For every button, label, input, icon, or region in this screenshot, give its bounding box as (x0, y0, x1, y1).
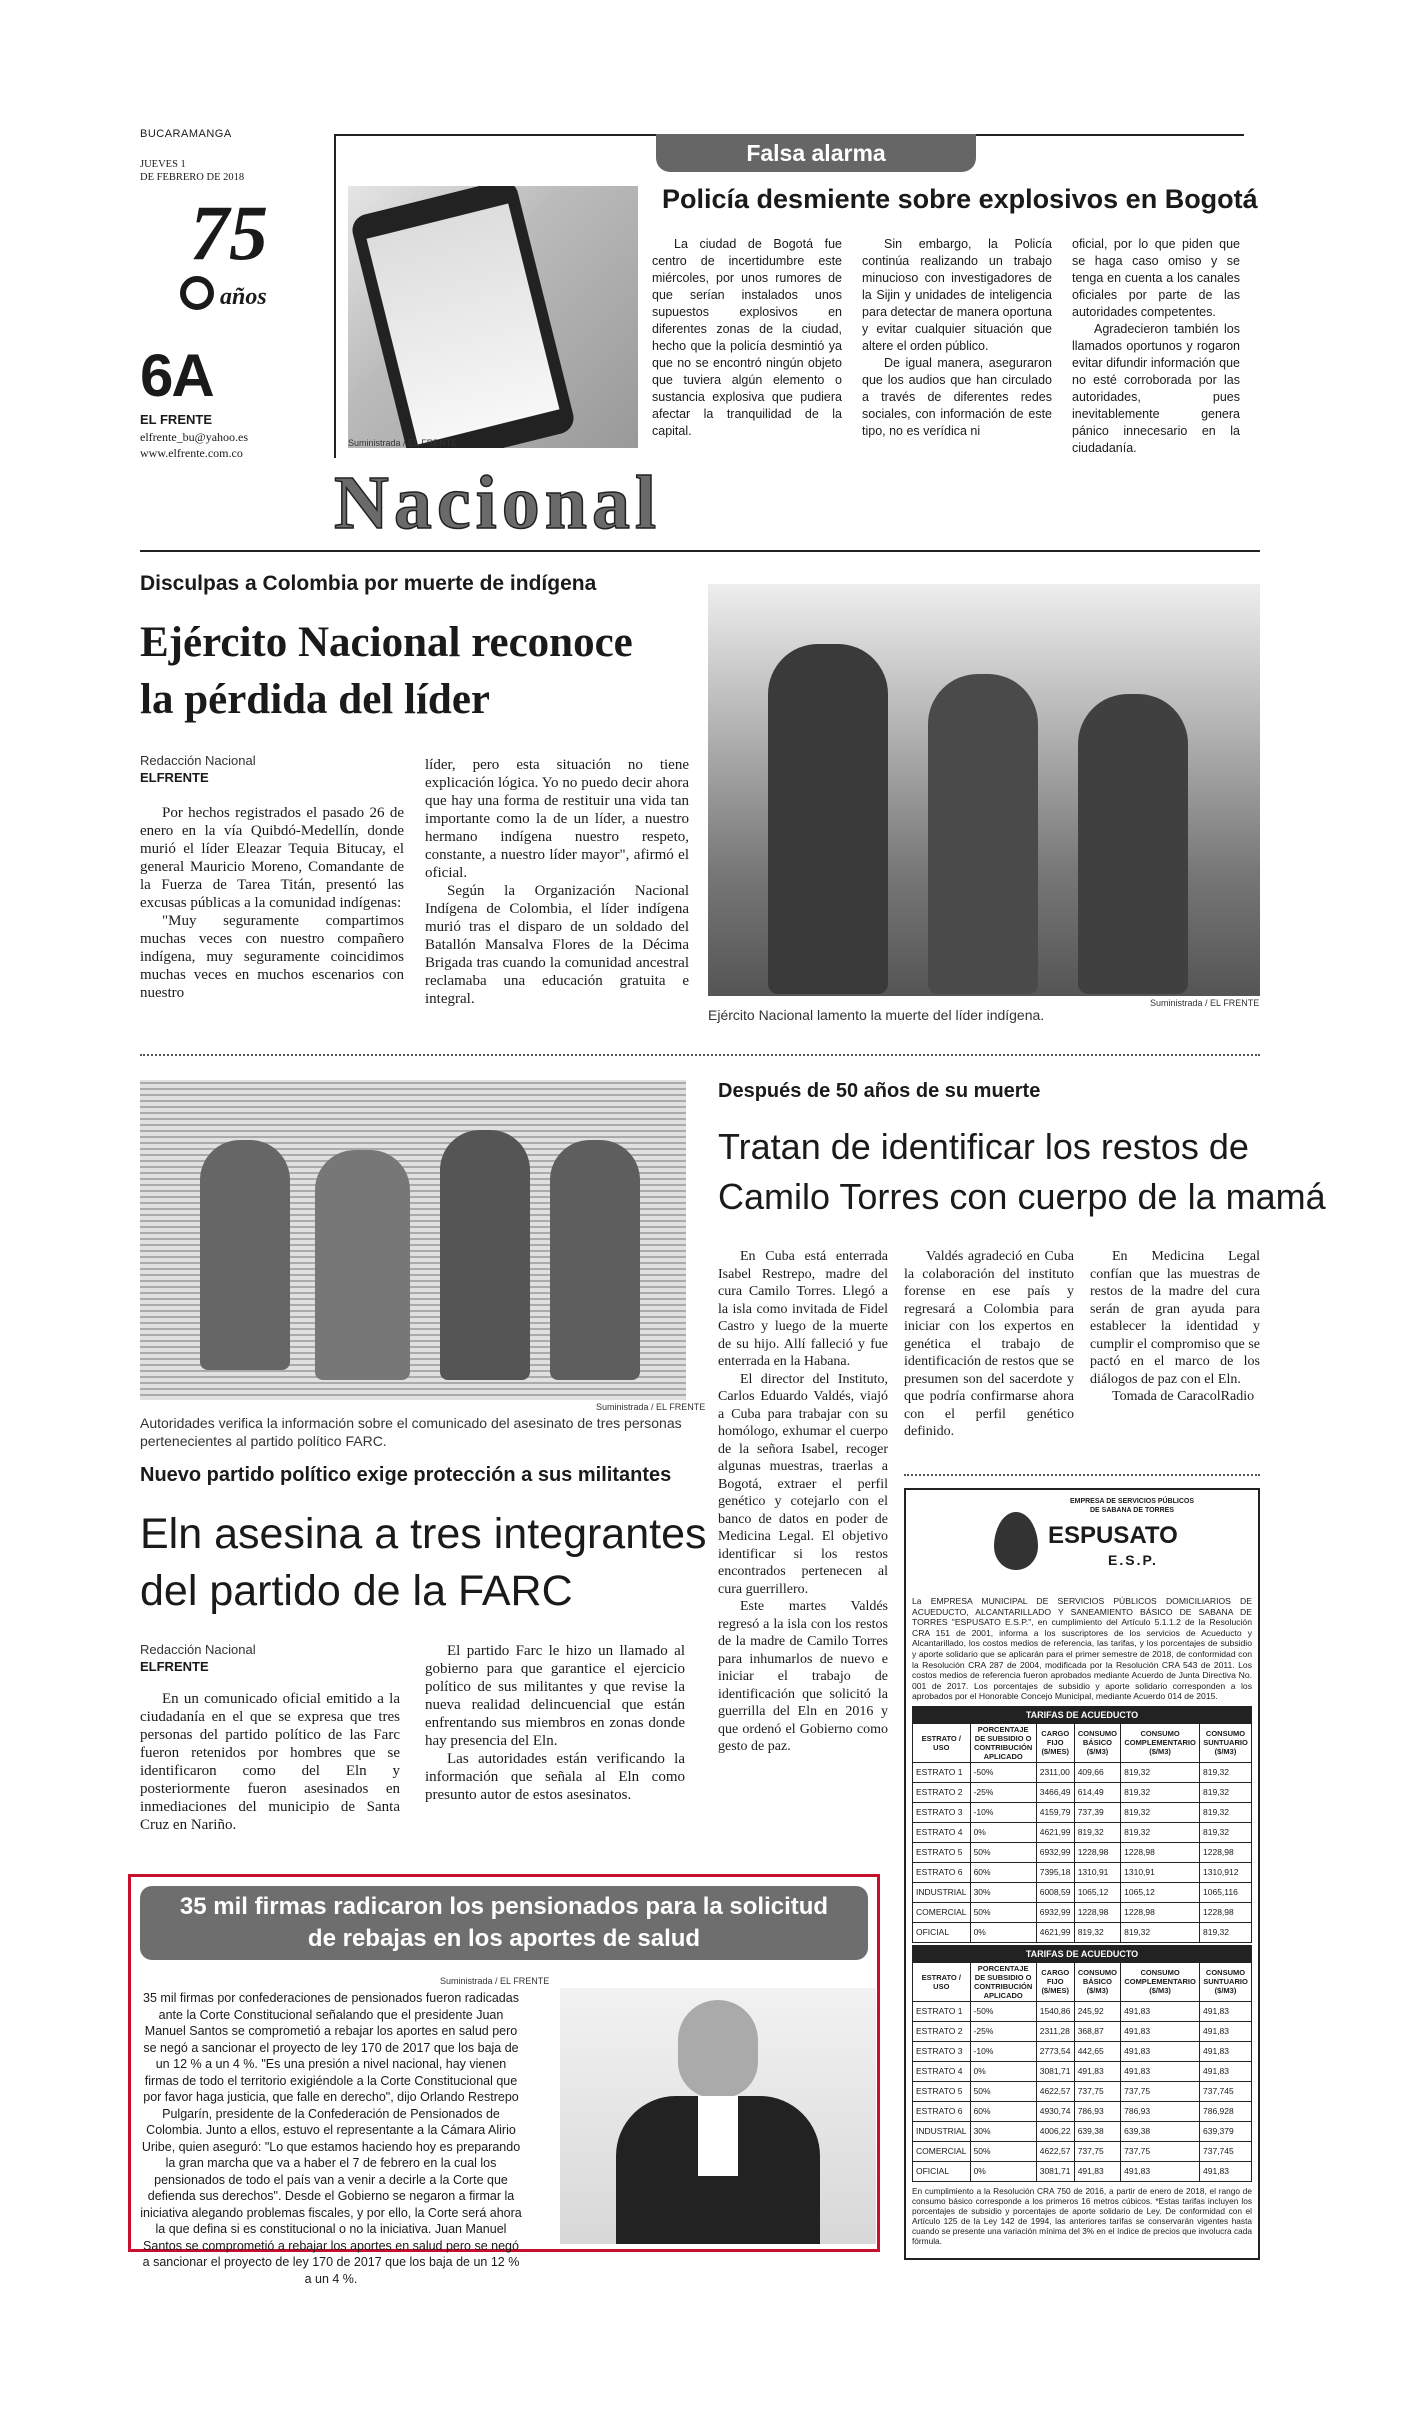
tariff-cell: 614,49 (1074, 1782, 1120, 1802)
tariff-cell: 1310,91 (1074, 1862, 1120, 1882)
col-header: CONSUMO SUNTUARIO ($/M3) (1200, 1723, 1252, 1762)
story1-photo-caption: Ejército Nacional lamento la muerte del líder indígena. (708, 1007, 1045, 1023)
tariff-cell: COMERCIAL (913, 2141, 971, 2161)
story1-headline (140, 614, 633, 728)
tariff-cell: 819,32 (1200, 1922, 1252, 1942)
tariff-cell: OFICIAL (913, 2161, 971, 2181)
tariff-cell: 491,83 (1200, 2021, 1252, 2041)
tariff-cell: -10% (970, 2041, 1036, 2061)
story1-soldiers-photo (708, 584, 1260, 996)
story1-kicker: Disculpas a Colombia por muerte de indígena (140, 572, 597, 595)
tariff-cell: ESTRATO 4 (913, 2061, 971, 2081)
tariff-cell: -50% (970, 2001, 1036, 2021)
tariff-cell: 50% (970, 1842, 1036, 1862)
story1-column-1 (140, 804, 404, 1002)
date-label (140, 158, 244, 184)
col-header: CONSUMO BÁSICO ($/M3) (1074, 1723, 1120, 1762)
story1-source: ELFRENTE (140, 770, 209, 785)
story3-paragraph: En Medicina Legal confían que las muestras de restos de la madre del cura serán de gran ayuda para establecer la identidad y cumplir el compromiso que se pactó en el marco de los diálogos de paz con el Eln. (1090, 1249, 1260, 1387)
tariff-cell: 368,87 (1074, 2021, 1120, 2041)
tariff-cell: ESTRATO 2 (913, 1782, 971, 1802)
tariff-cell: ESTRATO 3 (913, 2041, 971, 2061)
tariff-cell: 4621,99 (1036, 1922, 1074, 1942)
tariff-row (913, 2081, 1252, 2101)
dotted-divider (904, 1474, 1260, 1476)
col-header: CONSUMO COMPLEMENTARIO ($/M3) (1121, 1962, 1200, 2001)
phone-icon (349, 186, 577, 448)
teaser-column-1 (652, 236, 842, 440)
tariff-cell: 0% (970, 1922, 1036, 1942)
dotted-divider (140, 1054, 1260, 1056)
tariff-row (913, 1902, 1252, 1922)
tariff-cell: 819,32 (1074, 1822, 1120, 1842)
ad-brand: ESPUSATO (1048, 1522, 1178, 1549)
story2-headline (140, 1506, 707, 1620)
tariff-cell: 819,32 (1121, 1802, 1200, 1822)
col-header: PORCENTAJE DE SUBSIDIO O CONTRIBUCIÓN APLICADO (970, 1962, 1036, 2001)
story2-photo-credit: Suministrada / EL FRENTE (596, 1402, 706, 1412)
tariff-row (913, 1882, 1252, 1902)
tariff-row (913, 2001, 1252, 2021)
ad-top-line-1: EMPRESA DE SERVICIOS PÚBLICOS (1069, 1498, 1195, 1505)
story2-headline-line1: Eln asesina a tres integrantes (140, 1510, 707, 1558)
story1-headline-line2: la pérdida del líder (140, 676, 490, 723)
tariff-cell: INDUSTRIAL (913, 1882, 971, 1902)
tariff-row (913, 2061, 1252, 2081)
tariff-row (913, 2101, 1252, 2121)
story2-paragraph: Las autoridades están verificando la información que señala al Eln como presunto autor de estos asesinatos. (425, 1751, 685, 1803)
anniversary-logo (180, 189, 290, 328)
story3-paragraph: Este martes Valdés regresó a la isla con los restos de la madre de Camilo Torres para inhumarlos de nuevo e iniciar el trabajo de identificación que solicitó la guerrilla del Eln en 2016 y que ordenó el Gobierno como gesto de paz. (718, 1599, 888, 1754)
tariff-cell: 491,83 (1121, 2161, 1200, 2181)
story1-headline-line1: Ejército Nacional reconoce (140, 619, 633, 666)
story1-paragraph: Por hechos registrados el pasado 26 de enero en la vía Quibdó-Medellín, donde murió el líder Eleazar Tequia Bitucay, el general Mauricio Moreno, Comandante de la Fuerza de Tarea Titán, presentó las excusas públicas a la comunidad indígenas: (140, 805, 404, 911)
tariff-cell: -10% (970, 1802, 1036, 1822)
tariff-cell: 819,32 (1200, 1782, 1252, 1802)
tariff-cell: ESTRATO 5 (913, 1842, 971, 1862)
tariff-cell: 737,75 (1074, 2141, 1120, 2161)
tariff-cell: 1228,98 (1074, 1842, 1120, 1862)
tariff-cell: 4621,99 (1036, 1822, 1074, 1842)
tariff-cell: 4622,57 (1036, 2141, 1074, 2161)
story3-kicker: Después de 50 años de su muerte (718, 1080, 1041, 1102)
teaser-paragraph: La ciudad de Bogotá fue centro de incertidumbre este miércoles, por unos rumores de que serían instalados unos supuestos explosivos en diferentes zonas de la ciudad, hecho que la policía desmintió ya que no se encontró ningún objeto que tuviera algún elemento o sustancia explosiva que pudiera afectar la tranquilidad de la capital. (652, 237, 842, 438)
combatant-figure (550, 1140, 640, 1380)
story4-headline-line2: de rebajas en los aportes de salud (307, 1925, 701, 1952)
paper-name: EL FRENTE (140, 412, 212, 427)
tariff-cell: 50% (970, 1902, 1036, 1922)
tariff-cell: 6932,99 (1036, 1902, 1074, 1922)
tariff-cell: 7395,18 (1036, 1862, 1074, 1882)
tariff-table-header (913, 1723, 1252, 1762)
story1-paragraph: "Muy seguramente compartimos muchas veces con nuestro compañero indígena, muy seguramente coincidimos muchas veces en muchos escenarios con nuestro (140, 913, 404, 1001)
tariff-cell: 1065,12 (1121, 1882, 1200, 1902)
combatant-figure (440, 1130, 530, 1380)
tariff-cell: -25% (970, 1782, 1036, 1802)
tariff-cell: 0% (970, 2161, 1036, 2181)
tariff-cell: 737,745 (1200, 2081, 1252, 2101)
tariff-cell: ESTRATO 1 (913, 2001, 971, 2021)
tariff-cell: 737,75 (1074, 2081, 1120, 2101)
tariff-cell: 6008,59 (1036, 1882, 1074, 1902)
tariff-cell: 1228,98 (1200, 1902, 1252, 1922)
tariff-cell: 2311,00 (1036, 1762, 1074, 1782)
tariff-cell: INDUSTRIAL (913, 2121, 971, 2141)
tariff-cell: 1228,98 (1121, 1842, 1200, 1862)
teaser-column-2 (862, 236, 1052, 440)
tariff-cell: 3466,49 (1036, 1782, 1074, 1802)
tariff-cell: 491,83 (1074, 2161, 1120, 2181)
tariff-table-2-title: TARIFAS DE ACUEDUCTO (913, 1945, 1252, 1962)
col-header: CARGO FIJO ($/MES) (1036, 1723, 1074, 1762)
water-drop-icon (994, 1512, 1038, 1570)
tariff-cell: 786,928 (1200, 2101, 1252, 2121)
tariff-row (913, 1802, 1252, 1822)
tariff-cell: 491,83 (1121, 2001, 1200, 2021)
tariff-cell: ESTRATO 4 (913, 1822, 971, 1842)
tariff-cell: 4159,79 (1036, 1802, 1074, 1822)
soldier-figure (1078, 694, 1188, 994)
story2-farc-photo (140, 1080, 686, 1400)
story2-kicker: Nuevo partido político exige protección a sus militantes (140, 1464, 672, 1486)
tariff-cell: 1310,91 (1121, 1862, 1200, 1882)
tariff-cell: 819,32 (1200, 1822, 1252, 1842)
tariff-cell: 245,92 (1074, 2001, 1120, 2021)
tariff-cell: ESTRATO 1 (913, 1762, 971, 1782)
story2-byline: Redacción Nacional (140, 1642, 256, 1657)
tariff-cell: 819,32 (1121, 1762, 1200, 1782)
ad-footer: En cumplimiento a la Resolución CRA 750 de 2016, a partir de enero de 2018, el rango de consumo básico corresponde a los primeros 16 metros cúbicos. *Estas tarifas incluyen los porcentajes de subsidio y porcentajes de aporte solidario de Ley. De conformidad con el Artículo 125 de la Ley 142 de 1994, las anteriores tarifas se conservarán vigentes hasta cuando se presente una variación mínima del 3% en el índice de precios que involucra cada fórmula. (912, 2185, 1252, 2246)
story3-column-2 (904, 1248, 1074, 1441)
teaser-headline: Policía desmiente sobre explosivos en Bogotá (662, 184, 1258, 214)
soldier-figure (768, 644, 888, 994)
tariff-cell: 639,38 (1074, 2121, 1120, 2141)
teaser-paragraph: Sin embargo, la Policía continúa realizando un trabajo minucioso con investigadores de la Sijin y unidades de inteligencia para detectar de manera oportuna y evitar cualquier situación que altere el orden público. (862, 237, 1052, 353)
col-header: CARGO FIJO ($/MES) (1036, 1962, 1074, 2001)
story3-column-1 (718, 1248, 888, 1756)
story4-president-photo (560, 1988, 876, 2244)
tariff-cell: 442,65 (1074, 2041, 1120, 2061)
tariff-cell: -25% (970, 2021, 1036, 2041)
story1-paragraph: Según la Organización Nacional Indígena de Colombia, el líder indígena murió tras el disparo de un soldado del Batallón Mansalva Flores de la Décima Brigada tras cuando la comunidad ancestral reclamaba una educación gratuita e integral. (425, 883, 689, 1007)
tariff-cell: 4622,57 (1036, 2081, 1074, 2101)
story3-column-3 (1090, 1248, 1260, 1406)
tariff-row (913, 1762, 1252, 1782)
tariff-cell: 60% (970, 2101, 1036, 2121)
story1-photo-credit: Suministrada / EL FRENTE (1150, 998, 1260, 1008)
combatant-figure (200, 1140, 290, 1370)
tariff-cell: ESTRATO 3 (913, 1802, 971, 1822)
story3-paragraph: El director del Instituto, Carlos Eduardo Valdés, viajó a Cuba para trabajar con su homólogo, exhumar el cuerpo de la señora Isabel, recoger algunas muestras, traerlas a Bogotá, extraer el perfil genético y cotejarlo con el banco de datos en poder de Medicina Legal. El objetivo identificar si los restos encontrados pertenecen al cura guerrillero. (718, 1371, 888, 1597)
tariff-cell: 1540,86 (1036, 2001, 1074, 2021)
contact-email[interactable]: elfrente_bu@yahoo.es (140, 430, 249, 444)
tariff-cell: OFICIAL (913, 1922, 971, 1942)
tariff-cell: 491,83 (1200, 2041, 1252, 2061)
tariff-cell: 491,83 (1200, 2161, 1252, 2181)
tariff-cell: 30% (970, 1882, 1036, 1902)
tariff-table-2-body (913, 2001, 1252, 2181)
story4-body (138, 1990, 524, 2287)
tariff-table-1-title: TARIFAS DE ACUEDUCTO (913, 1706, 1252, 1723)
tariff-cell: 1228,98 (1074, 1902, 1120, 1922)
tariff-cell: 737,39 (1074, 1802, 1120, 1822)
tariff-cell: 50% (970, 2141, 1036, 2161)
section-rule (140, 550, 1260, 552)
date-line-2: DE FEBRERO DE 2018 (140, 172, 245, 183)
teaser-column-3 (1072, 236, 1240, 457)
section-title: Nacional (334, 461, 662, 545)
tariff-cell: ESTRATO 6 (913, 1862, 971, 1882)
story3-paragraph: En Cuba está enterrada Isabel Restrepo, madre del cura Camilo Torres. Llegó a la isla como invitada de Fidel Castro y luego de la muerte de su hijo. Allí falleció y fue enterrada en la Habana. (718, 1249, 888, 1369)
anniversary-ring-icon (180, 276, 214, 310)
tariff-table-1-body (913, 1762, 1252, 1942)
story1-paragraph: líder, pero esta situación no tiene explicación lógica. Yo no puedo decir ahora que hay una forma de restituir una vida tan importante como la de un líder, a nuestro hermano indígena nuestro respeto, constante, a nuestro líder mayor", afirmó el oficial. (425, 757, 689, 881)
page-number: 6A (140, 342, 213, 409)
anniversary-number: 75 (190, 189, 268, 276)
tariff-cell: 491,83 (1121, 2021, 1200, 2041)
date-line-1: JUEVES 1 (140, 159, 186, 170)
tariff-cell: 0% (970, 1822, 1036, 1842)
tariff-cell: 6932,99 (1036, 1842, 1074, 1862)
tariff-cell: 4006,22 (1036, 2121, 1074, 2141)
story3-paragraph: Valdés agradeció en Cuba la colaboración del instituto forense en ese país y regresará a Colombia para iniciar con los expertos en genética el trabajo de identificación de restos que se presumen son del sacerdote y que podría confirmarse ahora con el perfil genético definido. (904, 1249, 1074, 1439)
tariff-cell: COMERCIAL (913, 1902, 971, 1922)
tariff-table-header (913, 1962, 1252, 2001)
tariff-cell: 1228,98 (1121, 1902, 1200, 1922)
tariff-cell: 409,66 (1074, 1762, 1120, 1782)
tariff-cell: 491,83 (1074, 2061, 1120, 2081)
soldier-figure (928, 674, 1038, 994)
tariff-cell: 639,379 (1200, 2121, 1252, 2141)
ad-brand-sub: E.S.P. (1108, 1552, 1158, 1568)
tariff-cell: ESTRATO 6 (913, 2101, 971, 2121)
tariff-row (913, 2041, 1252, 2061)
city-label: BUCARAMANGA (140, 128, 232, 140)
tariff-cell: 1065,12 (1074, 1882, 1120, 1902)
phone-screen (367, 203, 560, 444)
teaser-paragraph: De igual manera, aseguraron que los audios que han circulado a través de diferentes redes sociales, con información de este tipo, no es verídica ni (862, 356, 1052, 438)
combatant-figure (315, 1150, 410, 1380)
person-shirt (698, 2096, 738, 2176)
tariff-cell: 819,32 (1200, 1802, 1252, 1822)
tariff-cell: 737,75 (1121, 2141, 1200, 2161)
tariff-cell: 786,93 (1121, 2101, 1200, 2121)
tariff-cell: 491,83 (1121, 2041, 1200, 2061)
story3-headline-line1: Tratan de identificar los restos de (718, 1126, 1249, 1167)
tariff-cell: 491,83 (1200, 2001, 1252, 2021)
story4-headline-banner (140, 1886, 868, 1960)
tariff-cell: 4930,74 (1036, 2101, 1074, 2121)
tariff-cell: 819,32 (1121, 1922, 1200, 1942)
story2-column-1 (140, 1690, 400, 1834)
contact-website[interactable]: www.elfrente.com.co (140, 446, 243, 460)
tariff-cell: 819,32 (1121, 1822, 1200, 1842)
story2-paragraph: El partido Farc le hizo un llamado al gobierno para que garantice el ejercicio político de sus militantes y que revise la nueva realidad delincuencial que están enfrentando sus miembros en zonas donde hay presencia del Eln. (425, 1643, 685, 1749)
tariff-row (913, 2141, 1252, 2161)
tariff-cell: 639,38 (1121, 2121, 1200, 2141)
ad-intro: La EMPRESA MUNICIPAL DE SERVICIOS PÚBLICOS DOMICILIARIOS DE ACUEDUCTO, ALCANTARILLADO Y SANEAMIENTO BÁSICO DE SABANA DE TORRES "ESPUSATO E.S.P.", en cumplimiento del Artículo 5.1.1.2 de la Resolución CRA 151 de 2001, informa a los suscriptores de los servicios de Acueducto y Alcantarillado, los costos medios de referencia, las tarifas, y los porcentajes de subsidio y aporte solidario que se aplicarán para el primer semestre de 2018, de conformidad con la Resolución CRA 287 de 2004, modificada por la Resolución CRA 543 de 2011. Los costos medios de referencia fueron aprobados mediante Acuerdo de Junta Directiva No. 001 de 2017. Los porcentajes de subsidio y aporte solidario corresponden a los aprobados por el Honorable Concejo Municipal, mediante Acuerdo 014 de 2015. (912, 1596, 1252, 1702)
story2-column-2 (425, 1642, 685, 1804)
tariff-row (913, 1922, 1252, 1942)
tariff-cell: 60% (970, 1862, 1036, 1882)
col-header: CONSUMO COMPLEMENTARIO ($/M3) (1121, 1723, 1200, 1762)
story4-photo-credit: Suministrada / EL FRENTE (440, 1976, 550, 1986)
ad-header (912, 1496, 1252, 1596)
tariff-cell: 737,745 (1200, 2141, 1252, 2161)
tariff-row (913, 2161, 1252, 2181)
tariff-row (913, 1822, 1252, 1842)
tariff-cell: ESTRATO 2 (913, 2021, 971, 2041)
story1-column-2 (425, 756, 689, 1008)
col-header: PORCENTAJE DE SUBSIDIO O CONTRIBUCIÓN APLICADO (970, 1723, 1036, 1762)
tariff-cell: 1228,98 (1200, 1842, 1252, 1862)
ad-top-line-2: DE SABANA DE TORRES (1089, 1507, 1174, 1514)
tariff-cell: 1065,116 (1200, 1882, 1252, 1902)
tariff-row (913, 1862, 1252, 1882)
tariff-table-2 (912, 1945, 1252, 2182)
tariff-cell: 491,83 (1121, 2061, 1200, 2081)
teaser-photo-credit: Suministrada / EL FRENTE (348, 438, 458, 448)
teaser-paragraph: Agradecieron también los llamados oportunos y rogaron evitar difundir información que no esté corroborada por las autoridades, pues inevitablemente genera pánico innecesario en la ciudadanía. (1072, 322, 1240, 455)
tariff-cell: -50% (970, 1762, 1036, 1782)
story4-paragraph: 35 mil firmas por confederaciones de pensionados fueron radicadas ante la Corte Constitucional señalando que el presidente Juan Manuel Santos se comprometió a rebajar los aportes en salud pero se negó a sancionar el proyecto de ley 170 de 2017 que los baja de un 12 % a un 4 %. "Es una presión a nivel nacional, hay vienen firmas de todo el territorio exigiéndole a la Corte Constitucional que por favor haga justicia, que falle en derecho", dijo Orlando Restrepo Pulgarín, presidente de la Confederación de Pensionados de Colombia. Junto a ellos, estuvo el representante a la Cámara Alirio Uribe, quien aseguró: "Lo que estamos haciendo hoy es preparando la gran marcha que va a haber el 7 de febrero en la cual los pensionados de todo el país van a venir a decirle a la Corte que defienda sus derechos". Desde el Gobierno se negaron a firmar la iniciativa alegando problemas fiscales, y por ello, la Corte será ahora la que defina si es constitucional o no la iniciativa. Juan Manuel Santos se comprometió a rebajar los aportes en salud pero se negó a sancionar el proyecto de ley 170 de 2017 que los baja de un 12 % a un 4 %. (140, 1991, 522, 2286)
tariff-cell: 491,83 (1200, 2061, 1252, 2081)
teaser-phone-photo (348, 186, 638, 448)
teaser-kicker: Falsa alarma (656, 134, 976, 172)
tariff-cell: 2311,28 (1036, 2021, 1074, 2041)
col-header: ESTRATO / USO (913, 1962, 971, 2001)
espusato-ad (904, 1488, 1260, 2260)
story1-byline: Redacción Nacional (140, 753, 256, 768)
tariff-cell: 786,93 (1074, 2101, 1120, 2121)
person-head (678, 2000, 758, 2098)
tariff-row (913, 2121, 1252, 2141)
tariff-cell: 50% (970, 2081, 1036, 2101)
tariff-cell: ESTRATO 5 (913, 2081, 971, 2101)
anniversary-word: años (220, 284, 267, 310)
tariff-cell: 819,32 (1074, 1922, 1120, 1942)
tariff-cell: 3081,71 (1036, 2061, 1074, 2081)
tariff-cell: 30% (970, 2121, 1036, 2141)
story4-headline-line1: 35 mil firmas radicaron los pensionados para la solicitud (179, 1893, 829, 1920)
col-header: ESTRATO / USO (913, 1723, 971, 1762)
story3-headline-line2: Camilo Torres con cuerpo de la mamá (718, 1176, 1326, 1217)
tariff-cell: 737,75 (1121, 2081, 1200, 2101)
tariff-row (913, 1842, 1252, 1862)
tariff-cell: 3081,71 (1036, 2161, 1074, 2181)
story2-source: ELFRENTE (140, 1659, 209, 1674)
tariff-row (913, 2021, 1252, 2041)
col-header: CONSUMO SUNTUARIO ($/M3) (1200, 1962, 1252, 2001)
story2-paragraph: En un comunicado oficial emitido a la ciudadanía en el que se expresa que tres personas del partido político de las Farc fueron retenidos por hombres que se identificaron como del Eln y posteriormente fueron asesinados en inmediaciones del municipio de Santa Cruz en Nariño. (140, 1691, 400, 1833)
tariff-table-1 (912, 1706, 1252, 1943)
tariff-row (913, 1782, 1252, 1802)
story2-photo-caption: Autoridades verifica la información sobre el comunicado del asesinato de tres personas pertenecientes al partido político FARC. (140, 1415, 682, 1449)
teaser-paragraph: oficial, por lo que piden que se haga caso omiso y se tenga en cuenta a los canales oficiales por parte de las autoridades competentes. (1072, 237, 1240, 319)
story3-headline (718, 1122, 1326, 1222)
story2-headline-line2: del partido de la FARC (140, 1567, 573, 1615)
story3-paragraph: Tomada de CaracolRadio (1112, 1389, 1255, 1404)
tariff-cell: 0% (970, 2061, 1036, 2081)
tariff-cell: 2773,54 (1036, 2041, 1074, 2061)
tariff-cell: 1310,912 (1200, 1862, 1252, 1882)
tariff-cell: 819,32 (1121, 1782, 1200, 1802)
col-header: CONSUMO BÁSICO ($/M3) (1074, 1962, 1120, 2001)
tariff-cell: 819,32 (1200, 1762, 1252, 1782)
